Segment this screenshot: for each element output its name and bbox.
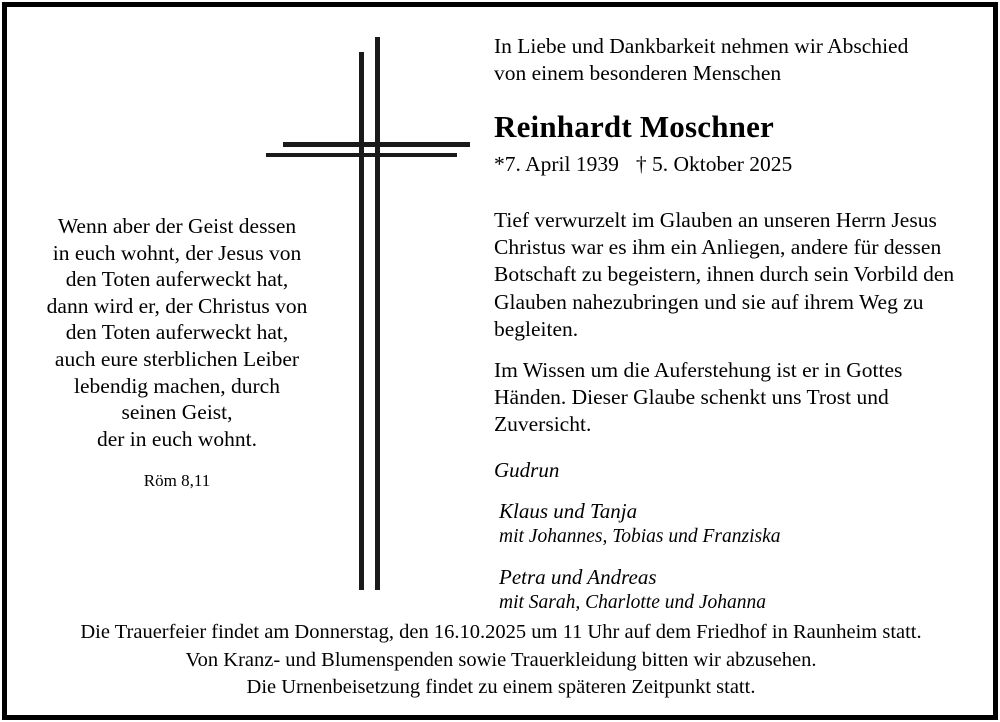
deceased-name: Reinhardt Moschner — [494, 109, 774, 144]
verse-line: Wenn aber der Geist dessen — [57, 214, 297, 238]
survivors-list — [494, 457, 974, 615]
survivor-primary-name: Gudrun — [494, 457, 560, 482]
survivor-group — [494, 498, 974, 549]
main-content-column — [494, 33, 974, 630]
survivor-group — [494, 457, 974, 483]
verse-reference: Röm 8,11 — [143, 471, 211, 491]
notice-inner-area — [7, 7, 993, 715]
cross-vertical-bar-right — [375, 37, 380, 590]
survivor-group — [494, 564, 974, 615]
tribute-paragraph: Tief verwurzelt im Glauben an unseren Herrn Jesus Christus war es ihm ein Anliegen, andere für dessen Botschaft zu begeistern, ihnen durch sein Vorbild den Glauben nahezubringen und sie auf ihrem Weg zu begleiten. — [494, 208, 955, 341]
verse-line: auch eure sterblichen Leiber — [54, 346, 300, 371]
tribute-text — [494, 207, 974, 439]
bible-verse-block — [17, 213, 337, 491]
funeral-details-footer — [21, 619, 981, 702]
introduction-text — [494, 33, 974, 87]
survivor-secondary-names: mit Sarah, Charlotte und Johanna — [499, 591, 767, 613]
cross-horizontal-bar-lower — [266, 153, 457, 157]
cross-vertical-bar-left — [359, 52, 364, 590]
obituary-notice — [2, 2, 998, 720]
survivor-secondary-names: mit Johannes, Tobias und Franziska — [499, 525, 781, 547]
life-dates — [494, 151, 974, 177]
intro-line: von einem besonderen Menschen — [494, 61, 782, 85]
verse-line: den Toten auferweckt hat, — [65, 320, 289, 345]
verse-line: lebendig machen, durch — [74, 373, 280, 398]
death-symbol: † — [635, 152, 647, 176]
birth-symbol: * — [494, 152, 505, 176]
footer-line: Die Trauerfeier findet am Donnerstag, den 16.10.2025 um 11 Uhr auf dem Friedhof in Raunheim statt. — [80, 621, 922, 643]
footer-line: Die Urnenbeisetzung findet zu einem späteren Zeitpunkt statt. — [246, 676, 756, 698]
intro-line: In Liebe und Dankbarkeit nehmen wir Abschied — [494, 34, 909, 58]
survivor-primary-name: Petra und Andreas — [499, 564, 657, 589]
survivor-primary-name: Klaus und Tanja — [499, 498, 638, 523]
verse-line: der in euch wohnt. — [96, 426, 257, 451]
death-date: 5. Oktober 2025 — [651, 152, 793, 176]
verse-line: in euch wohnt, der Jesus von — [52, 240, 302, 265]
verse-line: seinen Geist, — [121, 400, 233, 425]
footer-line: Von Kranz- und Blumenspenden sowie Trauerkleidung bitten wir abzusehen. — [185, 648, 817, 671]
cross-horizontal-bar-upper — [283, 142, 470, 147]
tribute-paragraph: Im Wissen um die Auferstehung ist er in Gottes Händen. Dieser Glaube schenkt uns Trost und Zuversicht. — [494, 358, 903, 437]
birth-date: 7. April 1939 — [504, 152, 619, 176]
verse-line: dann wird er, der Christus von — [46, 293, 308, 318]
verse-line: den Toten auferweckt hat, — [65, 267, 289, 292]
